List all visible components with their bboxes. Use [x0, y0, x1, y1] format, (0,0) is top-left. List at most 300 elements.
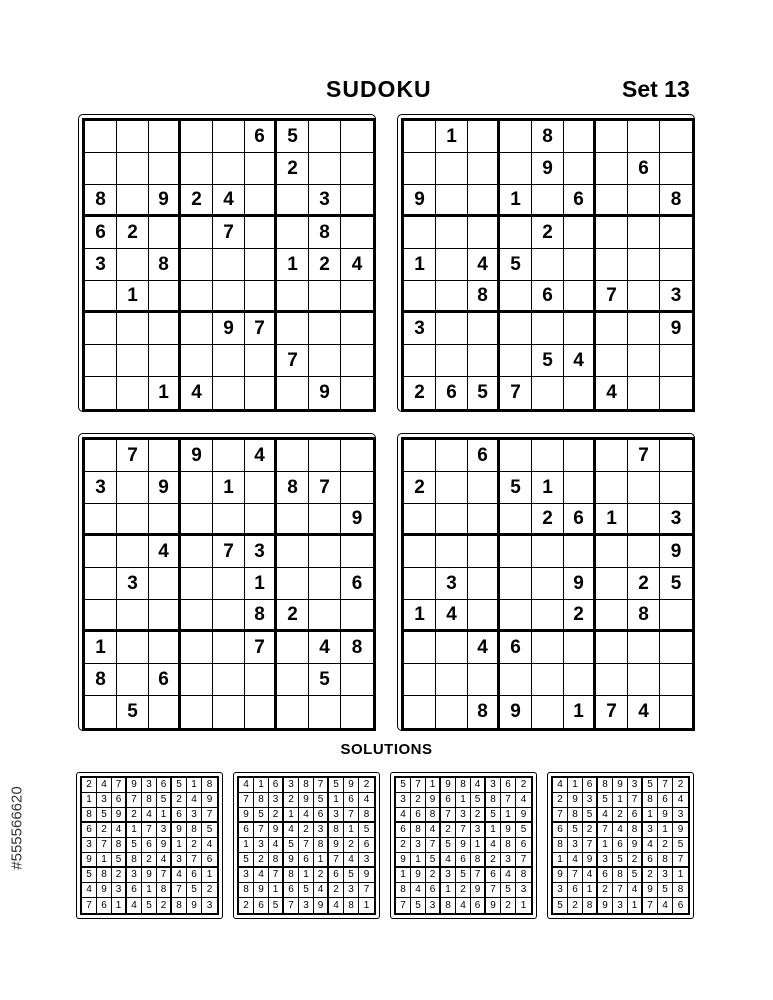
puzzle-cell[interactable]: 4: [149, 536, 181, 568]
puzzle-cell[interactable]: 8: [660, 185, 692, 217]
puzzle-cell[interactable]: 2: [117, 217, 149, 249]
puzzle-cell[interactable]: [149, 632, 181, 664]
puzzle-cell[interactable]: 2: [532, 504, 564, 536]
puzzle-cell[interactable]: [181, 568, 213, 600]
puzzle-cell[interactable]: 5: [660, 568, 692, 600]
puzzle-cell[interactable]: [245, 249, 277, 281]
puzzle-cell[interactable]: [213, 568, 245, 600]
puzzle-cell[interactable]: 7: [309, 472, 341, 504]
puzzle-cell[interactable]: 8: [341, 632, 373, 664]
puzzle-cell[interactable]: [85, 313, 117, 345]
puzzle-cell[interactable]: [532, 600, 564, 632]
puzzle-cell[interactable]: [341, 440, 373, 472]
puzzle-cell[interactable]: [596, 217, 628, 249]
puzzle-cell[interactable]: [149, 696, 181, 728]
puzzle-cell[interactable]: [85, 281, 117, 313]
puzzle-cell[interactable]: [660, 249, 692, 281]
puzzle-cell[interactable]: [341, 345, 373, 377]
puzzle-cell[interactable]: [628, 345, 660, 377]
puzzle-cell[interactable]: [277, 632, 309, 664]
puzzle-cell[interactable]: 4: [564, 345, 596, 377]
puzzle-cell[interactable]: [213, 281, 245, 313]
puzzle-cell[interactable]: [277, 440, 309, 472]
puzzle-cell[interactable]: [149, 504, 181, 536]
puzzle-cell[interactable]: 5: [277, 121, 309, 153]
puzzle-cell[interactable]: [341, 664, 373, 696]
puzzle-cell[interactable]: [309, 153, 341, 185]
puzzle-cell[interactable]: [213, 632, 245, 664]
puzzle-cell[interactable]: [117, 664, 149, 696]
puzzle-cell[interactable]: [341, 313, 373, 345]
puzzle-cell[interactable]: [309, 568, 341, 600]
puzzle-cell[interactable]: 1: [436, 121, 468, 153]
puzzle-cell[interactable]: [181, 121, 213, 153]
puzzle-cell[interactable]: [85, 696, 117, 728]
puzzle-cell[interactable]: [117, 313, 149, 345]
puzzle-cell[interactable]: [85, 568, 117, 600]
puzzle-cell[interactable]: [500, 600, 532, 632]
puzzle-cell[interactable]: 2: [277, 600, 309, 632]
puzzle-cell[interactable]: [532, 536, 564, 568]
puzzle-cell[interactable]: [341, 472, 373, 504]
puzzle-cell[interactable]: [181, 696, 213, 728]
puzzle-cell[interactable]: [181, 504, 213, 536]
puzzle-cell[interactable]: [277, 281, 309, 313]
puzzle-cell[interactable]: 3: [660, 504, 692, 536]
puzzle-cell[interactable]: [660, 377, 692, 409]
puzzle-cell[interactable]: [564, 153, 596, 185]
puzzle-cell[interactable]: 1: [149, 377, 181, 409]
puzzle-cell[interactable]: [564, 440, 596, 472]
puzzle-cell[interactable]: [149, 313, 181, 345]
puzzle-cell[interactable]: 6: [341, 568, 373, 600]
puzzle-cell[interactable]: 7: [596, 696, 628, 728]
puzzle-cell[interactable]: 8: [245, 600, 277, 632]
puzzle-cell[interactable]: [628, 632, 660, 664]
puzzle-cell[interactable]: [149, 121, 181, 153]
puzzle-cell[interactable]: 1: [500, 185, 532, 217]
puzzle-cell[interactable]: [404, 217, 436, 249]
puzzle-cell[interactable]: [404, 504, 436, 536]
puzzle-cell[interactable]: 1: [564, 696, 596, 728]
puzzle-cell[interactable]: [596, 600, 628, 632]
puzzle-cell[interactable]: [181, 632, 213, 664]
puzzle-cell[interactable]: [85, 440, 117, 472]
puzzle-cell[interactable]: [468, 185, 500, 217]
puzzle-cell[interactable]: [596, 153, 628, 185]
puzzle-cell[interactable]: [596, 121, 628, 153]
puzzle-cell[interactable]: [564, 664, 596, 696]
puzzle-cell[interactable]: [596, 345, 628, 377]
puzzle-cell[interactable]: [500, 217, 532, 249]
puzzle-cell[interactable]: 9: [532, 153, 564, 185]
puzzle-cell[interactable]: [660, 664, 692, 696]
puzzle-cell[interactable]: [564, 472, 596, 504]
puzzle-cell[interactable]: [85, 377, 117, 409]
puzzle-cell[interactable]: [532, 185, 564, 217]
puzzle-cell[interactable]: [85, 345, 117, 377]
puzzle-cell[interactable]: 5: [117, 696, 149, 728]
puzzle-cell[interactable]: [468, 345, 500, 377]
puzzle-cell[interactable]: [628, 217, 660, 249]
puzzle-cell[interactable]: [245, 217, 277, 249]
puzzle-cell[interactable]: [85, 504, 117, 536]
puzzle-cell[interactable]: [532, 249, 564, 281]
puzzle-cell[interactable]: 7: [213, 217, 245, 249]
puzzle-cell[interactable]: 7: [596, 281, 628, 313]
puzzle-cell[interactable]: [404, 345, 436, 377]
puzzle-cell[interactable]: 9: [404, 185, 436, 217]
puzzle-cell[interactable]: [660, 632, 692, 664]
puzzle-cell[interactable]: 3: [660, 281, 692, 313]
puzzle-cell[interactable]: [245, 281, 277, 313]
puzzle-cell[interactable]: [341, 185, 373, 217]
puzzle-cell[interactable]: 6: [436, 377, 468, 409]
puzzle-cell[interactable]: [117, 504, 149, 536]
puzzle-cell[interactable]: [436, 313, 468, 345]
puzzle-cell[interactable]: [660, 472, 692, 504]
puzzle-cell[interactable]: [213, 121, 245, 153]
puzzle-cell[interactable]: [596, 536, 628, 568]
puzzle-cell[interactable]: [149, 345, 181, 377]
puzzle-cell[interactable]: 7: [500, 377, 532, 409]
puzzle-cell[interactable]: [181, 313, 213, 345]
puzzle-cell[interactable]: 4: [468, 632, 500, 664]
puzzle-cell[interactable]: [436, 217, 468, 249]
puzzle-cell[interactable]: [245, 153, 277, 185]
puzzle-cell[interactable]: [564, 377, 596, 409]
puzzle-cell[interactable]: [564, 313, 596, 345]
puzzle-cell[interactable]: [309, 313, 341, 345]
puzzle-cell[interactable]: [277, 313, 309, 345]
puzzle-cell[interactable]: 4: [596, 377, 628, 409]
puzzle-cell[interactable]: [628, 504, 660, 536]
puzzle-cell[interactable]: 6: [628, 153, 660, 185]
puzzle-cell[interactable]: [341, 217, 373, 249]
puzzle-cell[interactable]: [660, 600, 692, 632]
puzzle-cell[interactable]: [117, 377, 149, 409]
puzzle-cell[interactable]: [436, 696, 468, 728]
puzzle-cell[interactable]: [245, 345, 277, 377]
puzzle-cell[interactable]: [564, 536, 596, 568]
puzzle-cell[interactable]: [660, 440, 692, 472]
puzzle-cell[interactable]: 5: [309, 664, 341, 696]
puzzle-cell[interactable]: [277, 568, 309, 600]
puzzle-cell[interactable]: [341, 696, 373, 728]
puzzle-cell[interactable]: 1: [85, 632, 117, 664]
puzzle-cell[interactable]: [628, 377, 660, 409]
puzzle-cell[interactable]: [532, 568, 564, 600]
puzzle-cell[interactable]: [436, 153, 468, 185]
puzzle-cell[interactable]: 3: [85, 472, 117, 504]
puzzle-cell[interactable]: 1: [277, 249, 309, 281]
puzzle-cell[interactable]: [213, 504, 245, 536]
puzzle-cell[interactable]: [277, 185, 309, 217]
puzzle-cell[interactable]: [404, 536, 436, 568]
puzzle-cell[interactable]: 8: [628, 600, 660, 632]
puzzle-cell[interactable]: [341, 377, 373, 409]
puzzle-cell[interactable]: [628, 281, 660, 313]
puzzle-cell[interactable]: [309, 121, 341, 153]
puzzle-cell[interactable]: 4: [309, 632, 341, 664]
puzzle-cell[interactable]: 6: [532, 281, 564, 313]
puzzle-cell[interactable]: 9: [660, 536, 692, 568]
puzzle-cell[interactable]: 6: [468, 440, 500, 472]
puzzle-cell[interactable]: [85, 600, 117, 632]
puzzle-cell[interactable]: [117, 249, 149, 281]
puzzle-cell[interactable]: [500, 440, 532, 472]
puzzle-cell[interactable]: 5: [468, 377, 500, 409]
puzzle-cell[interactable]: [436, 440, 468, 472]
puzzle-cell[interactable]: [628, 249, 660, 281]
puzzle-cell[interactable]: [468, 536, 500, 568]
puzzle-cell[interactable]: [532, 696, 564, 728]
puzzle-cell[interactable]: [117, 185, 149, 217]
puzzle-cell[interactable]: [117, 536, 149, 568]
puzzle-cell[interactable]: 8: [468, 696, 500, 728]
puzzle-cell[interactable]: [181, 281, 213, 313]
puzzle-cell[interactable]: [468, 217, 500, 249]
puzzle-cell[interactable]: 4: [245, 440, 277, 472]
puzzle-cell[interactable]: [596, 440, 628, 472]
puzzle-cell[interactable]: [245, 504, 277, 536]
puzzle-cell[interactable]: [596, 249, 628, 281]
puzzle-cell[interactable]: 3: [436, 568, 468, 600]
puzzle-cell[interactable]: [309, 440, 341, 472]
puzzle-cell[interactable]: [213, 377, 245, 409]
puzzle-cell[interactable]: [309, 504, 341, 536]
puzzle-cell[interactable]: 9: [181, 440, 213, 472]
puzzle-cell[interactable]: [117, 472, 149, 504]
puzzle-cell[interactable]: [309, 281, 341, 313]
puzzle-cell[interactable]: [181, 153, 213, 185]
puzzle-cell[interactable]: [277, 504, 309, 536]
puzzle-cell[interactable]: [341, 121, 373, 153]
puzzle-cell[interactable]: [245, 696, 277, 728]
puzzle-cell[interactable]: 7: [117, 440, 149, 472]
puzzle-cell[interactable]: 8: [468, 281, 500, 313]
puzzle-cell[interactable]: [628, 472, 660, 504]
puzzle-cell[interactable]: [341, 281, 373, 313]
puzzle-cell[interactable]: [309, 600, 341, 632]
puzzle-cell[interactable]: 5: [500, 472, 532, 504]
puzzle-cell[interactable]: [213, 440, 245, 472]
puzzle-cell[interactable]: 1: [117, 281, 149, 313]
puzzle-cell[interactable]: [532, 313, 564, 345]
puzzle-cell[interactable]: [213, 664, 245, 696]
puzzle-cell[interactable]: [85, 121, 117, 153]
puzzle-cell[interactable]: [404, 568, 436, 600]
puzzle-cell[interactable]: [436, 249, 468, 281]
puzzle-cell[interactable]: [277, 696, 309, 728]
puzzle-cell[interactable]: [277, 217, 309, 249]
puzzle-cell[interactable]: 4: [181, 377, 213, 409]
puzzle-cell[interactable]: [468, 568, 500, 600]
puzzle-cell[interactable]: [149, 568, 181, 600]
puzzle-cell[interactable]: [149, 281, 181, 313]
puzzle-cell[interactable]: 2: [181, 185, 213, 217]
puzzle-cell[interactable]: 1: [404, 249, 436, 281]
puzzle-cell[interactable]: [532, 440, 564, 472]
puzzle-cell[interactable]: 3: [117, 568, 149, 600]
puzzle-cell[interactable]: [181, 249, 213, 281]
puzzle-cell[interactable]: [436, 504, 468, 536]
puzzle-cell[interactable]: [436, 185, 468, 217]
puzzle-cell[interactable]: 1: [213, 472, 245, 504]
puzzle-cell[interactable]: [628, 185, 660, 217]
puzzle-cell[interactable]: [277, 664, 309, 696]
puzzle-cell[interactable]: [500, 281, 532, 313]
puzzle-cell[interactable]: 9: [309, 377, 341, 409]
puzzle-cell[interactable]: 1: [404, 600, 436, 632]
puzzle-cell[interactable]: [181, 472, 213, 504]
puzzle-cell[interactable]: [660, 217, 692, 249]
puzzle-cell[interactable]: [245, 664, 277, 696]
puzzle-cell[interactable]: [213, 696, 245, 728]
puzzle-cell[interactable]: [213, 249, 245, 281]
puzzle-cell[interactable]: 8: [85, 185, 117, 217]
puzzle-cell[interactable]: [660, 345, 692, 377]
puzzle-cell[interactable]: [436, 536, 468, 568]
puzzle-cell[interactable]: [245, 377, 277, 409]
puzzle-cell[interactable]: 9: [500, 696, 532, 728]
puzzle-cell[interactable]: [468, 153, 500, 185]
puzzle-cell[interactable]: [213, 153, 245, 185]
puzzle-cell[interactable]: [468, 664, 500, 696]
puzzle-cell[interactable]: 6: [500, 632, 532, 664]
puzzle-cell[interactable]: [213, 345, 245, 377]
puzzle-cell[interactable]: [628, 664, 660, 696]
puzzle-cell[interactable]: [117, 600, 149, 632]
puzzle-cell[interactable]: 3: [404, 313, 436, 345]
puzzle-cell[interactable]: [628, 313, 660, 345]
puzzle-cell[interactable]: 3: [85, 249, 117, 281]
puzzle-cell[interactable]: 9: [149, 185, 181, 217]
puzzle-cell[interactable]: 4: [213, 185, 245, 217]
puzzle-cell[interactable]: [85, 153, 117, 185]
puzzle-cell[interactable]: [500, 568, 532, 600]
puzzle-cell[interactable]: 2: [309, 249, 341, 281]
puzzle-cell[interactable]: [181, 536, 213, 568]
puzzle-cell[interactable]: 2: [532, 217, 564, 249]
puzzle-cell[interactable]: [404, 632, 436, 664]
puzzle-cell[interactable]: 7: [245, 632, 277, 664]
puzzle-cell[interactable]: [149, 600, 181, 632]
puzzle-cell[interactable]: [532, 664, 564, 696]
puzzle-cell[interactable]: 9: [660, 313, 692, 345]
puzzle-cell[interactable]: 7: [277, 345, 309, 377]
puzzle-cell[interactable]: 2: [277, 153, 309, 185]
puzzle-cell[interactable]: 9: [213, 313, 245, 345]
puzzle-cell[interactable]: 6: [564, 504, 596, 536]
puzzle-cell[interactable]: 9: [341, 504, 373, 536]
puzzle-cell[interactable]: [404, 696, 436, 728]
puzzle-cell[interactable]: 8: [532, 121, 564, 153]
puzzle-cell[interactable]: [404, 281, 436, 313]
puzzle-cell[interactable]: [117, 153, 149, 185]
puzzle-cell[interactable]: [596, 568, 628, 600]
puzzle-cell[interactable]: [245, 185, 277, 217]
puzzle-cell[interactable]: [309, 536, 341, 568]
puzzle-cell[interactable]: 7: [213, 536, 245, 568]
puzzle-cell[interactable]: 5: [532, 345, 564, 377]
puzzle-cell[interactable]: 4: [436, 600, 468, 632]
puzzle-cell[interactable]: 1: [596, 504, 628, 536]
puzzle-cell[interactable]: [628, 536, 660, 568]
puzzle-cell[interactable]: [341, 536, 373, 568]
puzzle-cell[interactable]: [660, 153, 692, 185]
puzzle-cell[interactable]: [245, 472, 277, 504]
puzzle-cell[interactable]: [596, 185, 628, 217]
puzzle-cell[interactable]: [277, 536, 309, 568]
puzzle-cell[interactable]: 6: [564, 185, 596, 217]
puzzle-cell[interactable]: [500, 121, 532, 153]
puzzle-cell[interactable]: [404, 153, 436, 185]
puzzle-cell[interactable]: [436, 281, 468, 313]
puzzle-cell[interactable]: [149, 153, 181, 185]
puzzle-cell[interactable]: [468, 313, 500, 345]
puzzle-cell[interactable]: [468, 600, 500, 632]
puzzle-cell[interactable]: 4: [341, 249, 373, 281]
puzzle-cell[interactable]: 3: [309, 185, 341, 217]
puzzle-cell[interactable]: [404, 440, 436, 472]
puzzle-cell[interactable]: 4: [468, 249, 500, 281]
puzzle-cell[interactable]: [117, 121, 149, 153]
puzzle-cell[interactable]: [564, 217, 596, 249]
puzzle-cell[interactable]: 6: [245, 121, 277, 153]
puzzle-cell[interactable]: [564, 249, 596, 281]
puzzle-cell[interactable]: 8: [309, 217, 341, 249]
puzzle-cell[interactable]: 2: [404, 472, 436, 504]
puzzle-cell[interactable]: [181, 217, 213, 249]
puzzle-cell[interactable]: [341, 600, 373, 632]
puzzle-cell[interactable]: 1: [245, 568, 277, 600]
puzzle-cell[interactable]: 8: [85, 664, 117, 696]
puzzle-cell[interactable]: [500, 664, 532, 696]
puzzle-cell[interactable]: [436, 632, 468, 664]
puzzle-cell[interactable]: [500, 313, 532, 345]
puzzle-cell[interactable]: 3: [245, 536, 277, 568]
puzzle-cell[interactable]: 7: [628, 440, 660, 472]
puzzle-cell[interactable]: [149, 440, 181, 472]
puzzle-cell[interactable]: [181, 664, 213, 696]
puzzle-cell[interactable]: [341, 153, 373, 185]
puzzle-cell[interactable]: 6: [85, 217, 117, 249]
puzzle-cell[interactable]: [564, 632, 596, 664]
puzzle-cell[interactable]: [596, 632, 628, 664]
puzzle-cell[interactable]: [181, 600, 213, 632]
puzzle-cell[interactable]: 1: [532, 472, 564, 504]
puzzle-cell[interactable]: [660, 696, 692, 728]
puzzle-cell[interactable]: [468, 472, 500, 504]
puzzle-cell[interactable]: [628, 121, 660, 153]
puzzle-cell[interactable]: [596, 664, 628, 696]
puzzle-cell[interactable]: [500, 153, 532, 185]
puzzle-cell[interactable]: [564, 121, 596, 153]
puzzle-cell[interactable]: [404, 664, 436, 696]
puzzle-cell[interactable]: 7: [245, 313, 277, 345]
puzzle-cell[interactable]: [500, 504, 532, 536]
puzzle-cell[interactable]: [436, 664, 468, 696]
puzzle-cell[interactable]: 6: [149, 664, 181, 696]
puzzle-cell[interactable]: [468, 121, 500, 153]
puzzle-cell[interactable]: [404, 121, 436, 153]
puzzle-cell[interactable]: 2: [404, 377, 436, 409]
puzzle-cell[interactable]: [85, 536, 117, 568]
puzzle-cell[interactable]: [500, 345, 532, 377]
puzzle-cell[interactable]: [436, 345, 468, 377]
puzzle-cell[interactable]: 9: [149, 472, 181, 504]
